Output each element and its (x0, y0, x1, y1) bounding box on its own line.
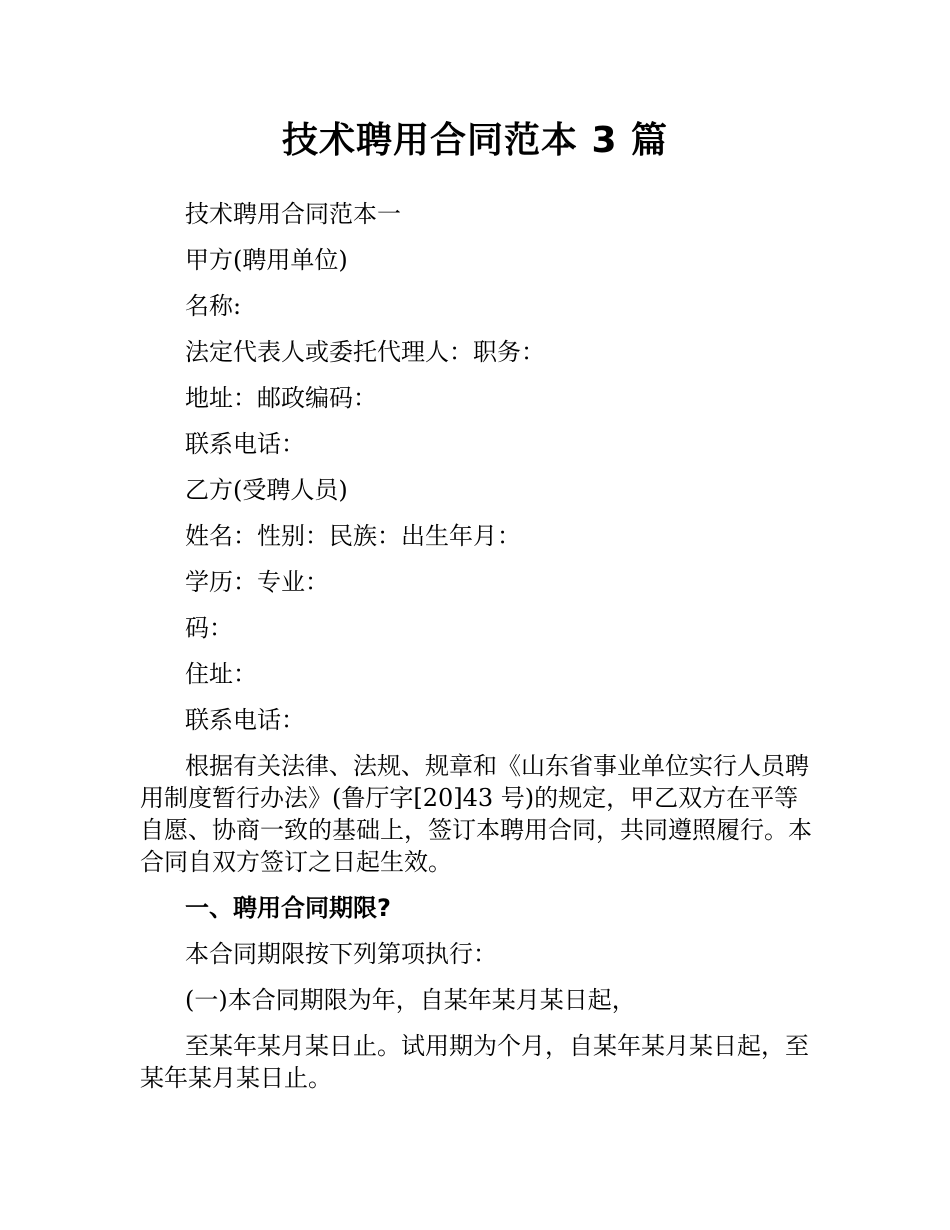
paragraph: 本合同期限按下列第项执行： (185, 940, 497, 968)
paragraph: 住址： (185, 660, 257, 688)
paragraph: 学历：专业： (185, 568, 329, 596)
paragraph: 联系电话： (185, 706, 305, 734)
paragraph: 地址：邮政编码： (185, 384, 377, 412)
section-heading: 一、聘用合同期限? (185, 894, 391, 922)
paragraph: 至某年某月某日止。试用期为个月，自某年某月某日起，至某年某月某日止。 (140, 1032, 809, 1092)
paragraph: 联系电话： (185, 430, 305, 458)
paragraph: (一)本合同期限为年，自某年某月某日起， (185, 986, 636, 1014)
paragraph: 甲方(聘用单位) (185, 246, 348, 274)
paragraph: 根据有关法律、法规、规章和《山东省事业单位实行人员聘用制度暂行办法》(鲁厅字[20]43 号)的规定，甲乙双方在平等自愿、协商一致的基础上，签订本聘用合同，共同遵照履行。本合同自双方签订之日起生效。 (140, 752, 812, 876)
paragraph: 法定代表人或委托代理人：职务： (185, 338, 545, 366)
paragraph: 码： (185, 614, 233, 642)
document-title: 技术聘用合同范本 3 篇 (281, 120, 669, 161)
paragraph: 乙方(受聘人员) (185, 476, 348, 504)
document-body (140, 198, 812, 1108)
paragraph: 技术聘用合同范本一 (185, 200, 401, 228)
paragraph: 姓名：性别：民族：出生年月： (185, 522, 521, 550)
paragraph: 名称: (185, 292, 242, 320)
